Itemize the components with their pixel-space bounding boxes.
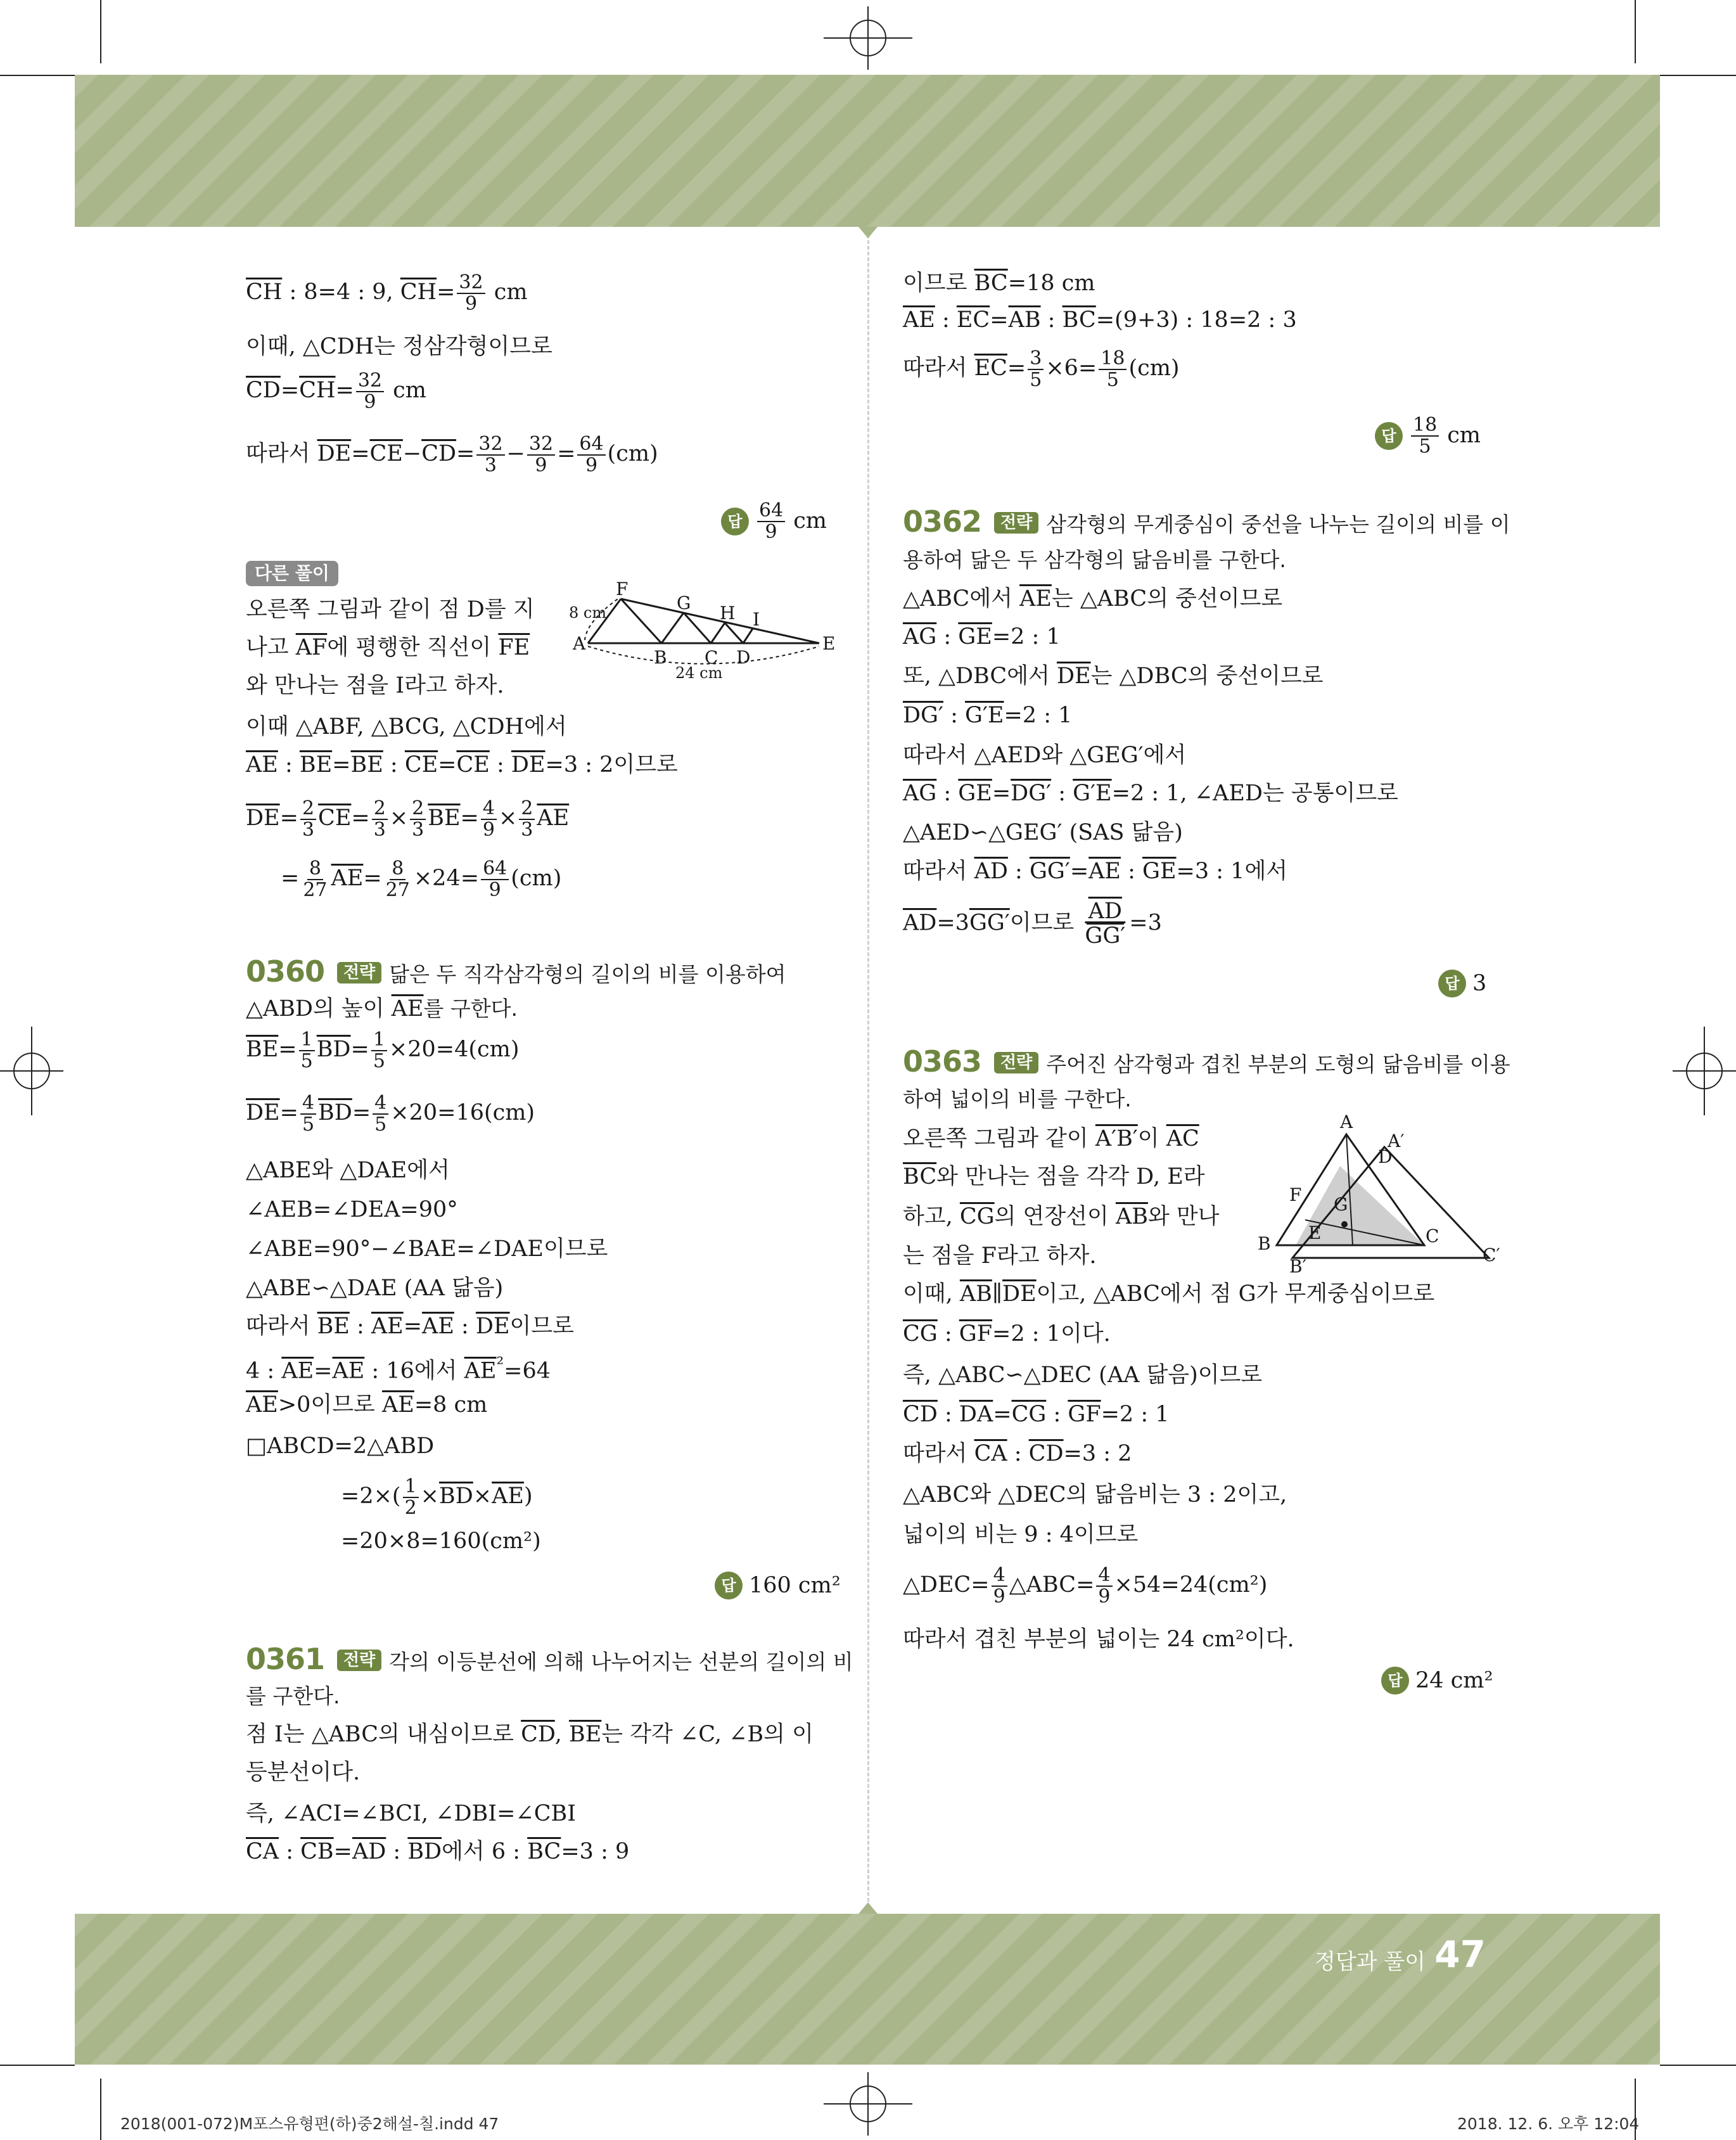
crop-mark	[0, 2065, 75, 2066]
solution-line: 이므로 $\overline{BC}=18$ cm	[903, 271, 1095, 296]
fig2-label-D: D	[1378, 1146, 1393, 1167]
solution-line: 점 I는 △ABC의 내심이므로 $\overline{CD}$, $\overline{BE}$는 각각 ∠C, ∠B의 이	[246, 1722, 814, 1747]
header-band	[75, 75, 1660, 227]
solution-line: 따라서 $\overline{BE}$ : $\overline{AE}=\overline{AE}$ : $\overline{DE}$이므로	[246, 1314, 574, 1339]
solution-line: 하고, $\overline{CG}$의 연장선이 $\overline{AB}$와 만나	[903, 1204, 1220, 1229]
solution-line: △ABC와 △DEC의 닮음비는 3 : 2이고,	[903, 1482, 1287, 1508]
alt-line: 나고 $\overline{AF}$에 평행한 직선이 $\overline{FE}$	[246, 635, 530, 660]
solution-line: $\overline{AG}$ : $\overline{GE}=2$ : 1	[903, 624, 1061, 650]
solution-line: 는 점을 F라고 하자.	[903, 1243, 1097, 1269]
crop-mark	[1660, 2065, 1736, 2066]
solution-line: $\overline{BC}$와 만나는 점을 각각 D, E라	[903, 1164, 1205, 1189]
answer-0360: 답 160 cm²	[715, 1572, 841, 1599]
answer-badge: 답	[1381, 1667, 1409, 1695]
divider-top-marker	[858, 227, 878, 238]
fig1-label-H: H	[720, 603, 736, 624]
alternative-solution-badge: 다른 풀이	[246, 561, 338, 586]
solution-line: $\overline{CD}$ : $\overline{DA}=\overline{CG}$ : $\overline{GF}=2$ : 1	[903, 1402, 1170, 1427]
fig2-label-B: B	[1258, 1233, 1271, 1254]
solution-line: □ABCD=2△ABD	[246, 1433, 435, 1459]
fig1-label-F: F	[616, 579, 629, 599]
solution-line: △AED∽△GEG′ (SAS 닮음)	[903, 820, 1183, 845]
fig2-label-F: F	[1289, 1184, 1302, 1205]
alt-line: 오른쪽 그림과 같이 점 D를 지	[246, 597, 535, 622]
alt-line: $\overline{DE}=$ $\frac{2}{3}$ $\overline{CE}=$ $\frac{2}{3}$ × $\frac{2}{3}$ $\overline{BE}=$ $\frac{4}{9}$ × $\frac{2}{3}$ $\overline{AE}$	[246, 797, 570, 841]
fig1-label-B: B	[654, 647, 667, 668]
fig1-label-E: E	[822, 633, 836, 654]
solution-line: =2×( $\frac{1}{2}$ $\times\overline{BD}\times\overline{AE}$)	[341, 1475, 533, 1519]
solution-line: 따라서 $\overline{EC}=$ $\frac{3}{5}$ ×6= $\frac{18}{5}$ (cm)	[903, 347, 1180, 391]
problem-number: 0363	[903, 1044, 982, 1079]
problem-0363-header: 0363 전략 주어진 삼각형과 겹친 부분의 도형의 닮음비를 이용	[903, 1044, 1510, 1079]
problem-number: 0360	[246, 954, 325, 989]
solution-line: 또, △DBC에서 $\overline{DE}$는 △DBC의 중선이므로	[903, 663, 1324, 689]
fig1-length-8cm: 8 cm	[569, 604, 607, 622]
strategy-badge: 전략	[994, 1052, 1038, 1073]
solution-line: △DEC= $\frac{4}{9}$ △ABC= $\frac{4}{9}$ ×54=24(cm²)	[903, 1564, 1268, 1608]
solution-line: 이때, $\overline{AB}\parallel\overline{DE}$이고, △ABC에서 점 G가 무게중심이므로	[903, 1281, 1435, 1307]
crop-mark	[100, 2079, 101, 2140]
solution-line: 따라서 겹친 부분의 넓이는 24 cm²이다.	[903, 1627, 1294, 1652]
answer-0362: 답 3	[1438, 970, 1486, 997]
footer-section-label: 정답과 풀이	[1314, 1949, 1426, 1975]
slug-file: 2018(001-072)M포스유형편(하)중2해설-칠.indd 47	[120, 2115, 499, 2133]
answer-badge: 답	[1375, 422, 1403, 450]
strategy-badge: 전략	[337, 962, 381, 984]
registration-mark-left	[0, 1027, 63, 1115]
problem-number: 0361	[246, 1642, 325, 1676]
solution-line: 4 : $\overline{AE}=\overline{AE}$ : 16에서 $\overline{AE}^{^2}=64$	[246, 1353, 551, 1384]
fig2-label-E: E	[1308, 1222, 1322, 1243]
solution-line: $\overline{CH}$ : 8=4 : 9, $\overline{CH}=$ $\frac{32}{9}$ cm	[246, 271, 528, 315]
fig1-label-D: D	[736, 647, 751, 668]
page-number: 47	[1434, 1933, 1486, 1976]
solution-line: $\overline{AE}>0$이므로 $\overline{AE}=8$ cm	[246, 1392, 488, 1418]
solution-line: 즉, △ABC∽△DEC (AA 닮음)이므로	[903, 1362, 1263, 1388]
solution-line: △ABE∽△DAE (AA 닮음)	[246, 1276, 504, 1301]
solution-line: 넓이의 비는 9 : 4이므로	[903, 1522, 1139, 1547]
problem-0360-header: 0360 전략 닮은 두 직각삼각형의 길이의 비를 이용하여	[246, 954, 786, 989]
solution-line: $\overline{CD}=\overline{CH}=$ $\frac{32}{9}$ cm	[246, 369, 426, 413]
crop-mark	[1635, 0, 1636, 63]
slug-date: 2018. 12. 6. 오후 12:04	[1457, 2115, 1640, 2133]
alt-line: 와 만나는 점을 I라고 하자.	[246, 673, 504, 698]
solution-line: $\overline{CG}$ : $\overline{GF}=2$ : 1이다.	[903, 1321, 1111, 1347]
answer-0361: 답 $\frac{18}{5}$ cm	[1375, 415, 1481, 456]
alt-line: 이때 △ABF, △BCG, △CDH에서	[246, 714, 567, 740]
solution-line: 오른쪽 그림과 같이 A′B′이 $\overline{AC}$	[903, 1126, 1199, 1151]
answer-0359: 답 $\frac{64}{9}$ cm	[721, 501, 827, 542]
answer-0363: 답 24 cm²	[1381, 1667, 1493, 1695]
solution-line: △ABE와 △DAE에서	[246, 1158, 450, 1183]
fig1-length-24cm: 24 cm	[675, 664, 723, 682]
answer-badge: 답	[715, 1572, 743, 1599]
fig1-label-A: A	[573, 633, 586, 654]
solution-line: 이때, △CDH는 정삼각형이므로	[246, 334, 552, 359]
fig2-label-C-prime: C′	[1483, 1245, 1500, 1265]
solution-line: 즉, ∠ACI=∠BCI, ∠DBI=∠CBI	[246, 1801, 577, 1826]
alt-line: $\overline{AE}$ : $\overline{BE}=\overline{BE}$ : $\overline{CE}=\overline{CE}$ : $\overline{DE}=3$ : 2이므로	[246, 752, 678, 778]
crop-mark	[0, 75, 75, 76]
solution-line: 따라서 $\overline{DE}=\overline{CE}-\overline{CD}=$ $\frac{32}{3}$ − $\frac{32}{9}$ = $\frac{64}{9}$ (cm)	[246, 433, 658, 477]
answer-badge: 답	[1438, 970, 1466, 997]
strategy-badge: 전략	[994, 512, 1038, 534]
solution-line: $\overline{CA}$ : $\overline{CB}=\overline{AD}$ : $\overline{BD}$에서 6 : $\overline{BC}=3$ : 9	[246, 1839, 630, 1864]
solution-line: $\overline{DE}=$ $\frac{4}{5}$ $\overline{BD}=$ $\frac{4}{5}$ ×20=16(cm)	[246, 1092, 535, 1136]
figure-trapezoid-triangles	[569, 579, 836, 694]
problem-number: 0362	[903, 504, 982, 539]
solution-line: $\overline{BE}=$ $\frac{1}{5}$ $\overline{BD}=$ $\frac{1}{5}$ ×20=4(cm)	[246, 1028, 520, 1072]
fig2-label-A-prime: A′	[1388, 1131, 1405, 1151]
problem-0360-header-cont: △ABD의 높이 $\overline{AE}$를 구한다.	[246, 996, 518, 1022]
solution-line: DG′ : G′E=2 : 1	[903, 703, 1073, 728]
solution-line: 따라서 $\overline{AD}$ : $GG'=\overline{AE}$ : $\overline{GE}=3$ : 1에서	[903, 859, 1288, 884]
solution-line: ∠AEB=∠DEA=90°	[246, 1197, 458, 1222]
fig2-label-B-prime: B′	[1289, 1256, 1306, 1277]
fig1-label-C: C	[705, 647, 718, 668]
fig1-label-G: G	[677, 593, 691, 613]
alt-line: = $\frac{8}{27}$ $\overline{AE}=$ $\frac{8}{27}$ ×24= $\frac{64}{9}$ (cm)	[281, 857, 562, 901]
footer-band	[75, 1914, 1660, 2065]
problem-0363-header-cont: 하여 넓이의 비를 구한다.	[903, 1087, 1132, 1112]
fig1-label-I: I	[753, 609, 760, 630]
solution-line: $\overline{AE}$ : $\overline{EC}=\overline{AB}$ : $\overline{BC}=(9+3)$ : 18=2 : 3	[903, 307, 1297, 333]
crop-mark	[1660, 75, 1736, 76]
registration-mark-right	[1673, 1027, 1736, 1115]
solution-line: 등분선이다.	[246, 1760, 361, 1785]
solution-line: $\overline{AG}$ : $\overline{GE}=DG'$ : G′E=2 : 1, ∠AED는 공통이므로	[903, 781, 1398, 806]
fig2-label-G: G	[1334, 1194, 1348, 1215]
divider-bottom-marker	[858, 1902, 878, 1914]
problem-0361-header-cont: 를 구한다.	[246, 1684, 340, 1708]
solution-line: △ABC에서 $\overline{AE}$는 △ABC의 중선이므로	[903, 586, 1283, 612]
answer-badge: 답	[721, 508, 749, 535]
crop-mark	[100, 0, 101, 63]
solution-line: =20×8=160(cm²)	[341, 1528, 541, 1554]
figure-overlapping-triangles	[1254, 1112, 1500, 1277]
problem-0362-header-cont: 용하여 닮은 두 삼각형의 닮음비를 구한다.	[903, 548, 1286, 572]
registration-mark-top	[824, 6, 912, 70]
solution-line: 따라서 $\overline{CA}$ : $\overline{CD}=3$ : 2	[903, 1441, 1132, 1466]
problem-0361-header: 0361 전략 각의 이등분선에 의해 나누어지는 선분의 길이의 비	[246, 1642, 853, 1676]
strategy-badge: 전략	[337, 1650, 381, 1671]
column-divider	[867, 234, 869, 1907]
fig2-label-C: C	[1426, 1226, 1439, 1246]
problem-0362-header: 0362 전략 삼각형의 무게중심이 중선을 나누는 길이의 비를 이	[903, 504, 1510, 539]
solution-line: $\overline{AD}=3GG'$이므로 $\frac{\overline{AD}}{GG'}$ =3	[903, 899, 1162, 949]
fig2-label-A: A	[1340, 1112, 1353, 1132]
solution-line: ∠ABE=90°−∠BAE=∠DAE이므로	[246, 1236, 608, 1262]
registration-mark-bottom	[824, 2072, 912, 2136]
solution-line: 따라서 △AED와 △GEG′에서	[903, 743, 1187, 768]
